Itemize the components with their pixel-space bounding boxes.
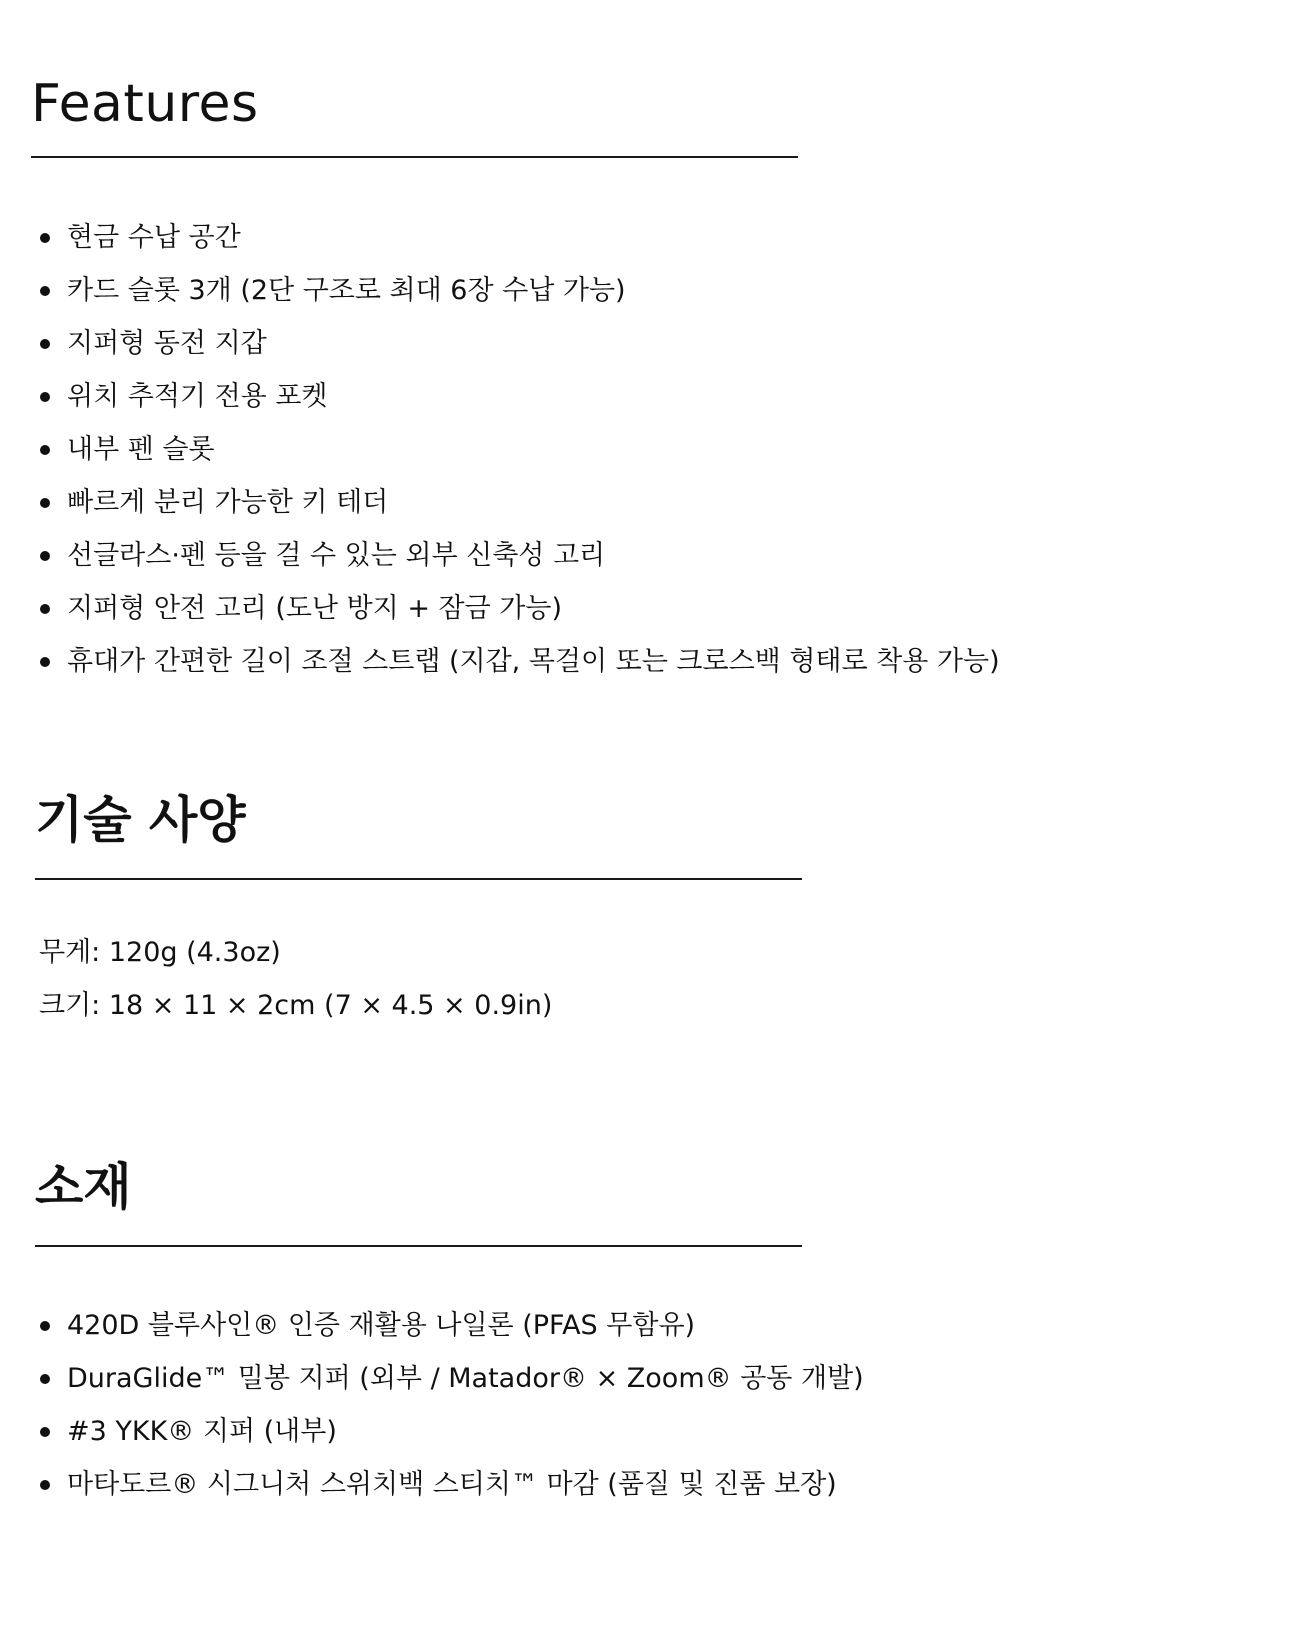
list-item xyxy=(0,1405,864,1458)
bullet-icon xyxy=(40,1427,50,1437)
materials-heading: 소재 xyxy=(35,1158,132,1216)
material-text: 420D 블루사인® 인증 재활용 나일론 (PFAS 무함유) xyxy=(67,1310,696,1341)
list-item xyxy=(0,529,1000,582)
bullet-icon xyxy=(40,1321,50,1331)
specs-heading: 기술 사양 xyxy=(35,791,246,849)
spec-size: 크기: 18 × 11 × 2cm (7 × 4.5 × 0.9in) xyxy=(39,990,553,1021)
bullet-icon xyxy=(40,551,50,561)
list-item xyxy=(0,370,1000,423)
feature-text: 위치 추적기 전용 포켓 xyxy=(67,381,328,412)
material-text: 마타도르® 시그니처 스위치백 스티치™ 마감 (품질 및 진품 보장) xyxy=(67,1469,837,1500)
list-item xyxy=(0,1299,864,1352)
list-item xyxy=(0,264,1000,317)
feature-text: 지퍼형 동전 지갑 xyxy=(67,328,267,359)
material-text: DuraGlide™ 밀봉 지퍼 (외부 / Matador® × Zoom® 공동 개발) xyxy=(67,1363,864,1394)
bullet-icon xyxy=(40,286,50,296)
feature-text: 카드 슬롯 3개 (2단 구조로 최대 6장 수납 가능) xyxy=(67,275,626,306)
list-item xyxy=(0,1458,864,1511)
list-item xyxy=(0,1352,864,1405)
list-item xyxy=(0,635,1000,688)
material-text: #3 YKK® 지퍼 (내부) xyxy=(67,1416,337,1447)
bullet-icon xyxy=(40,445,50,455)
list-item xyxy=(0,476,1000,529)
bullet-icon xyxy=(40,1480,50,1490)
specs-divider xyxy=(35,878,802,880)
features-list xyxy=(0,211,1000,688)
bullet-icon xyxy=(40,498,50,508)
bullet-icon xyxy=(40,657,50,667)
feature-text: 내부 펜 슬롯 xyxy=(67,434,215,465)
bullet-icon xyxy=(40,339,50,349)
materials-divider xyxy=(35,1245,802,1247)
features-divider xyxy=(31,156,798,158)
bullet-icon xyxy=(40,233,50,243)
spec-weight: 무게: 120g (4.3oz) xyxy=(39,937,281,968)
feature-text: 지퍼형 안전 고리 (도난 방지 + 잠금 가능) xyxy=(67,593,562,624)
feature-text: 현금 수납 공간 xyxy=(67,222,241,253)
list-item xyxy=(0,211,1000,264)
list-item xyxy=(0,582,1000,635)
materials-list xyxy=(0,1299,864,1511)
feature-text: 선글라스·펜 등을 걸 수 있는 외부 신축성 고리 xyxy=(67,540,606,571)
list-item xyxy=(0,317,1000,370)
feature-text: 빠르게 분리 가능한 키 테더 xyxy=(67,487,389,518)
features-heading: Features xyxy=(31,74,259,134)
list-item xyxy=(0,423,1000,476)
bullet-icon xyxy=(40,392,50,402)
feature-text: 휴대가 간편한 길이 조절 스트랩 (지갑, 목걸이 또는 크로스백 형태로 착용 가능) xyxy=(67,646,1000,677)
bullet-icon xyxy=(40,1374,50,1384)
bullet-icon xyxy=(40,604,50,614)
